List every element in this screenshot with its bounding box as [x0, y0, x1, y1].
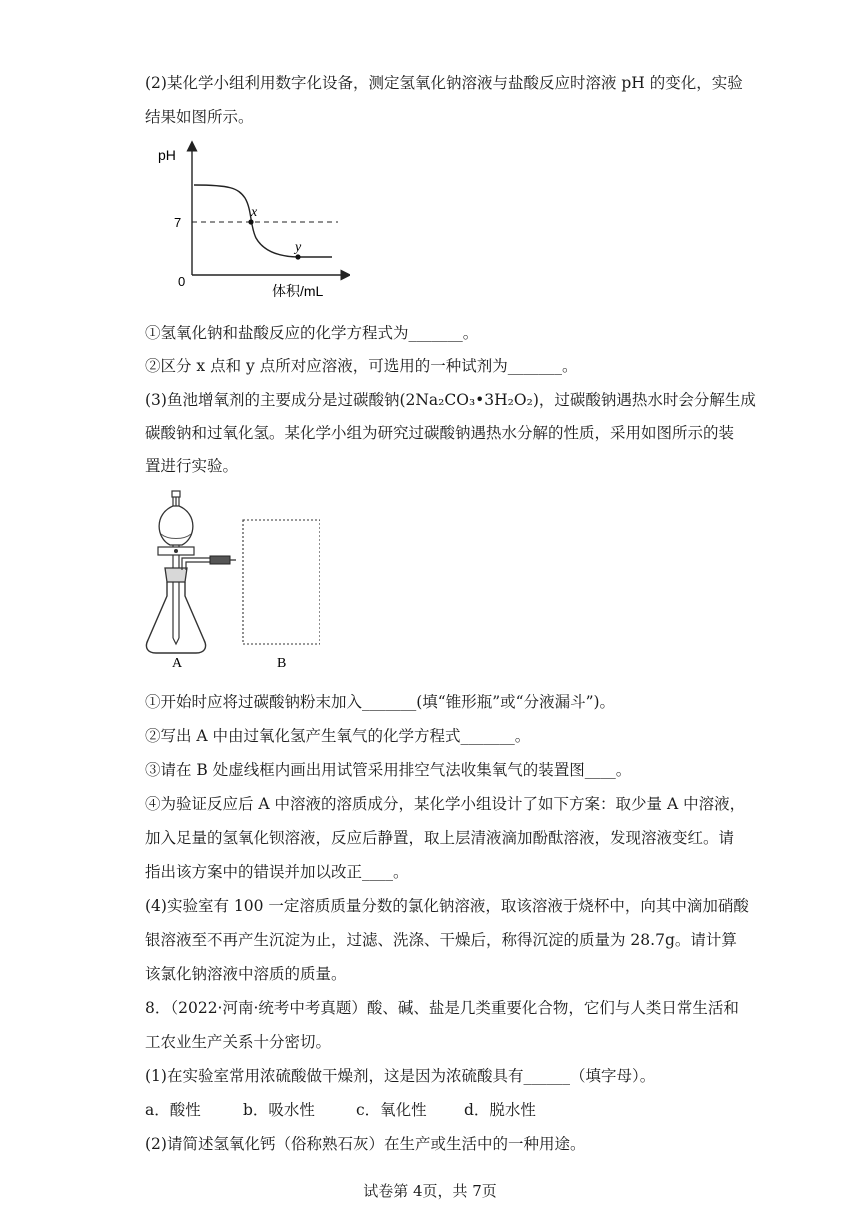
rubber-tube: [210, 556, 230, 564]
q3-4-line2: 加入足量的氢氧化钡溶液，反应后静置，取上层清液滴加酚酞溶液，发现溶液变红。请: [145, 829, 735, 847]
q8-options: [145, 1100, 536, 1120]
q2-1: ①氢氧化钠和盐酸反应的化学方程式为_______。: [145, 324, 479, 342]
option-a: a．酸性: [145, 1101, 201, 1119]
ph-curve-figure: [150, 140, 350, 305]
q3-4-line1: ④为验证反应后 A 中溶液的溶质成分，某化学小组设计了如下方案：取少量 A 中溶液，: [145, 795, 746, 813]
p2-intro-line2: 结果如图所示。: [145, 108, 254, 126]
point-y-label: y: [295, 240, 302, 255]
point-x-label: x: [251, 205, 258, 220]
option-d: d．脱水性: [464, 1101, 536, 1119]
apparatus-svg: [140, 490, 320, 670]
separatory-funnel: [159, 506, 193, 545]
rubber-stopper: [165, 568, 187, 582]
point-x: [248, 219, 253, 224]
conical-flask: [146, 582, 205, 653]
q3-1: ①开始时应将过碳酸钠粉末加入_______(填“锥形瓶”或“分液漏斗”)。: [145, 693, 616, 711]
page-footer: 试卷第 4页，共 7页: [363, 1182, 497, 1200]
y-axis-label: pH: [158, 147, 176, 163]
label-b: B: [277, 656, 287, 670]
q2-2: ②区分 x 点和 y 点所对应溶液，可选用的一种试剂为_______。: [145, 357, 578, 375]
q3-3: ③请在 B 处虚线框内画出用试管采用排空气法收集氧气的装置图____。: [145, 761, 632, 779]
tick-7: 7: [174, 215, 182, 230]
label-a: A: [172, 656, 183, 670]
origin-label: 0: [178, 274, 186, 289]
option-c: c．氧化性: [356, 1101, 427, 1119]
dashed-box-b: [243, 520, 320, 644]
p2-intro-line1: (2)某化学小组利用数字化设备，测定氢氧化钠溶液与盐酸反应时溶液 pH 的变化，实验: [145, 74, 743, 92]
option-b: b．吸水性: [243, 1101, 315, 1119]
p3-intro-line3: 置进行实验。: [145, 457, 239, 475]
p3-intro-line2: 碳酸钠和过氧化氢。某化学小组为研究过碳酸钠遇热水分解的性质，采用如图所示的装: [145, 424, 735, 442]
q8-2: (2)请简述氢氧化钙（俗称熟石灰）在生产或生活中的一种用途。: [145, 1135, 586, 1153]
q8-line2: 工农业生产关系十分密切。: [145, 1033, 332, 1051]
p3-intro-line1: (3)鱼池增氧剂的主要成分是过碳酸钠(2Na₂CO₃•3H₂O₂)，过碳酸钠遇热水时会分解生成: [145, 391, 756, 409]
q3-4-line3: 指出该方案中的错误并加以改正____。: [145, 863, 409, 881]
x-axis-label: 体积/mL: [272, 283, 324, 299]
q8-1: (1)在实验室常用浓硫酸做干燥剂，这是因为浓硫酸具有______（填字母）。: [145, 1067, 656, 1085]
q3-2: ②写出 A 中由过氧化氢产生氧气的化学方程式_______。: [145, 727, 531, 745]
funnel-stopper: [172, 491, 180, 497]
p4-line3: 该氯化钠溶液中溶质的质量。: [145, 965, 347, 983]
p4-line1: (4)实验室有 100 一定溶质质量分数的氯化钠溶液，取该溶液于烧杯中，向其中滴加硝酸: [145, 897, 749, 915]
ph-curve: [194, 185, 332, 257]
q8-line1: 8．（2022·河南·统考中考真题）酸、碱、盐是几类重要化合物，它们与人类日常生活和: [145, 999, 739, 1017]
p4-line2: 银溶液至不再产生沉淀为止，过滤、洗涤、干燥后，称得沉淀的质量为 28.7g。请计算: [145, 931, 737, 949]
apparatus-figure: [140, 490, 320, 670]
point-y: [295, 254, 300, 259]
ph-curve-svg: [150, 140, 350, 305]
